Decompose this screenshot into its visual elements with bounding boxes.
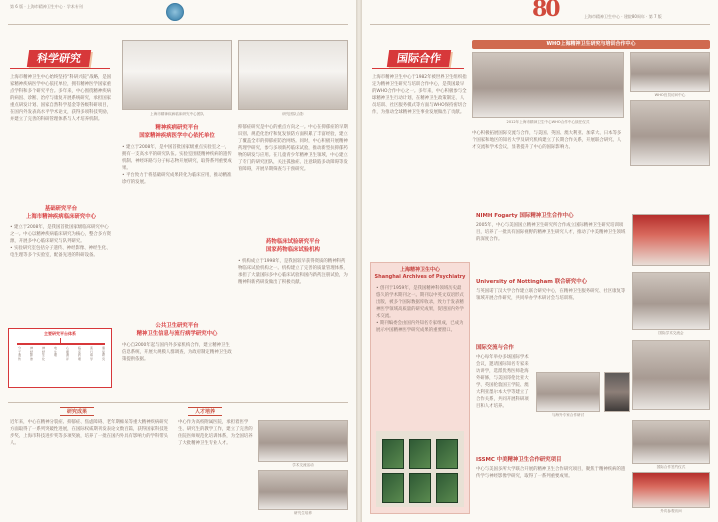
header-rule [8, 24, 348, 25]
left-page [0, 0, 356, 522]
photo-caption: WHO官员访问中心 [654, 93, 686, 97]
nottingham-section-title: University of Nottingham 联合研究中心 [476, 279, 588, 285]
photo-nimh-event [632, 214, 710, 266]
photo-who-visit [630, 52, 710, 92]
talent-text: 中心作为高校附属医院，承担着医学生、研究生的教学工作，建立了完善的住院医师规范化培训体系，为全国培养了大批精神卫生专业人才。 [178, 420, 253, 446]
subsection-drug-trial-text: • 机构成立于1998年，是我国较早获得资质的精神科药物临床试验机构之一。机构建立了完善的质量管理体系，承担了大量国际多中心临床试验和国内新药注册试验，为精神科新药研发做出了积极贡献。 [238, 259, 348, 285]
photo-caption: 国际合作签约仪式 [656, 465, 686, 469]
photo-academic-exchange [258, 420, 348, 462]
nimh-section-title: NIMH Fogarty 国际精神卫生合作中心 [476, 213, 574, 219]
chart-title: 主要研究平台体系 [44, 331, 76, 336]
photo-exchange-detail [604, 372, 630, 412]
subsection-drug-trial-title: 药物临床试验研究平台 国家药物临床试验机构 [266, 239, 320, 253]
nimh-section-text: 2005年，中心与美国国立精神卫生研究所合作成立国际精神卫生研究培训项目，培养了一批具有国际视野的精神卫生研究人才，推动了中美精神卫生领域的深度合作。 [476, 223, 626, 242]
photo-research-team [122, 40, 232, 110]
international-intro-text: 上海市精神卫生中心于1982年被世界卫生组织指定为精神卫生研究与培训合作中心，是我国最早的WHO合作中心之一。多年来，中心积极参与全球精神卫生行动计划，在精神卫生政策制定、人员培训、社区服务模式等方面与WHO保持密切合作，为推动全球精神卫生事业发展做出了贡献。 [372, 75, 467, 115]
issmc-section-text: 中心与美国多所大学联合开展的精神卫生合作研究项目，聚焦于精神疾病的遗传学与神经影像学研究，取得了一系列重要成果。 [476, 467, 626, 479]
achievements-text: 近年来，中心在精神分裂症、抑郁症、焦虑障碍、老年期痴呆等重大精神疾病研究方面取得了一系列突破性进展，在国际权威期刊发表论文数百篇，获得国家科技进步奖、上海市科技进步奖等多项奖励，培养了一批在国内外具有影响力的学科带头人。 [10, 420, 169, 446]
photo-caption: 研究生培养 [294, 511, 312, 515]
photo-signing-ceremony [632, 420, 710, 464]
journal-cover [382, 473, 404, 503]
journal-cover [436, 439, 458, 469]
chart-item: 临床药理 [77, 346, 81, 361]
title-underline [10, 68, 110, 69]
subsection-clinical-center-title: 基础研究平台 上海市精神疾病临床研究中心 [25, 206, 97, 220]
institution-emblem-icon [166, 3, 184, 21]
photo-caption: 外宾参观访问 [660, 509, 682, 513]
photo-nottingham [632, 272, 710, 330]
logo-text: 80 [532, 0, 559, 22]
subsection-platform-title: 精神疾病研究平台 国家精神疾病医学中心依托单位 [139, 125, 215, 139]
talent-heading: 人才培养 [188, 407, 222, 416]
research-platform-chart [8, 328, 112, 388]
photo-caption: 2012年上海市精神卫生中心WHO合作中心续任仪式 [506, 120, 590, 124]
who-center-title-bar: WHO上海精神卫生研究与培训合作中心 [472, 40, 710, 49]
exchange-section-title: 国际交流与合作 [476, 345, 514, 351]
subsection-clinical-center-text: • 建立于2008年，是我国首批国家级临床研究中心之一。中心以精神疾病临床研究为核心，整合多方资源，开展多中心临床研究与队列研究。 • 实验研究室包括分子遗传、神经影像、神经生化、电生理等多个实验室，配备先进的科研设备。 [10, 225, 111, 258]
right-page [362, 0, 718, 522]
chart-item: 分子遗传 [17, 346, 21, 361]
section-title-international: 国际合作 [387, 50, 451, 67]
journal-cover [409, 473, 431, 503]
nottingham-section-text: 与英国诺丁汉大学合作建立联合研究中心，在精神卫生服务研究、社区康复等领域开展合作研究，共同举办学术研讨会与培训班。 [476, 289, 626, 301]
photo-caption: 国际学术交流会 [658, 331, 684, 335]
section-title-research: 科学研究 [27, 50, 91, 67]
title-underline [372, 68, 464, 69]
photo-foreign-visit [632, 472, 710, 508]
photo-caption: 学术交流活动 [292, 463, 314, 467]
chart-item: 康复研究 [101, 346, 105, 361]
subsection-public-health-text: 中心自2000年起与国内外多家机构合作，建立精神卫生信息系统，开展大规模人群调查，为政府制定精神卫生政策提供依据。 [122, 343, 232, 362]
journal-box-text: • 创刊于1959年，是我国精神科领域历史最悠久的学术期刊之一。期刊以中英文双语形式出版，被多个国际数据库收录，致力于发表精神医学领域高质量的研究成果，促进国内外学术交流。 • 期刊编委会由国内外知名专家组成，已成为展示中国精神医学研究成果的重要窗口。 [376, 286, 464, 333]
photo-exchange-meeting [536, 372, 600, 412]
chart-item: 神经影像 [29, 346, 33, 361]
photo-caption: 上海市精神疾病临床研究中心团队 [150, 112, 204, 116]
journal-cover [382, 439, 404, 469]
journal-info-box [370, 262, 470, 514]
anniversary-logo [532, 0, 559, 22]
photo-expert-seminar [632, 340, 710, 410]
journal-cover [409, 439, 431, 469]
header-rule [370, 24, 710, 25]
photo-caption: 与海外专家合作研讨 [551, 413, 585, 417]
issmc-section-title: ISSMC 中美精神卫生合作研究项目 [476, 457, 562, 463]
journal-cover [436, 473, 458, 503]
left-header: 第 6 版 · 上海市精神卫生中心 · 学术专刊 [10, 4, 83, 9]
photo-caption: 研究团队合影 [282, 112, 304, 116]
journal-covers [376, 431, 464, 507]
research-column-text: 抑郁症研究是中心的重点方向之一。中心在抑郁症的早期识别、规范化治疗和复发预防方面积累了丰富经验，建立了覆盖全市的抑郁症防治网络。同时，中心积极开展精神药理学研究，参与多项新药临床试验，推动新型抗抑郁药物的研发与应用。在儿童青少年精神卫生领域，中心建立了专门的研究团队，关注孤独症、注意缺陷多动障碍等发育障碍，开展早期筛查与干预研究。 [238, 125, 348, 172]
chart-item: 心理测评 [65, 346, 69, 361]
journal-box-title: 上海精神卫生中心 Shanghai Archives of Psychiatry [374, 267, 466, 280]
subsection-public-health-title: 公共卫生研究平台 精神卫生信息与流行病学研究中心 [136, 323, 218, 337]
bottom-rule [8, 402, 348, 403]
chart-item: 神经生化 [41, 346, 45, 361]
chart-connector [17, 343, 105, 345]
photo-team-group [238, 40, 348, 110]
international-cooperation-text: 中心积极拓展国际交流与合作，与美国、英国、澳大利亚、加拿大、日本等多个国家和地区的知名大学及研究机构建立了长期合作关系，开展联合研究、人才交流和学术会议，显著提升了中心的国际影响力。 [472, 131, 622, 150]
photo-who-ceremony [472, 52, 624, 118]
photo-who-meeting [630, 100, 710, 166]
chart-stem [60, 338, 61, 343]
exchange-section-text: 中心每年举办多场国际学术会议，邀请国际知名专家来访讲学，选派优秀医师赴海外研修，与美国哥伦比亚大学、英国伦敦国王学院、澳大利亚墨尔本大学等建立了合作关系，共同开展科研项目和人才培养。 [476, 355, 529, 409]
chart-item: 电生理 [53, 346, 57, 358]
chart-item: 流行病学 [89, 346, 93, 361]
subsection-platform-text: • 建立于2008年，是中国首批国家级重点实验室之一，拥有一支高水平的研究队伍。实验室围绕精神疾病的遗传机制、神经环路与分子标志物开展研究，取得系列重要成果。 • 平台致力于将基础研究成果转化为临床应用，推动精准诊疗的发展。 [122, 145, 232, 185]
achievements-heading: 研究成果 [60, 407, 94, 416]
research-intro-text: 上海市精神卫生中心始终坚持“科研兴院”战略，是国家精神疾病医学中心依托单位，拥有精神医学国家重点学科和多个研究平台。多年来，中心围绕精神疾病的病因、诊断、治疗与康复开展系统研究，承担国家重点研发计划、国家自然科学基金等各级科研项目，在国内外发表高水平学术论文，获得多项科技奖励，并建立了完善的科研管理体系与人才培养机制。 [10, 75, 112, 122]
photo-graduate-training [258, 470, 348, 510]
right-header: 上海市精神卫生中心 · 建院80周年 · 第 7 版 [584, 14, 662, 19]
